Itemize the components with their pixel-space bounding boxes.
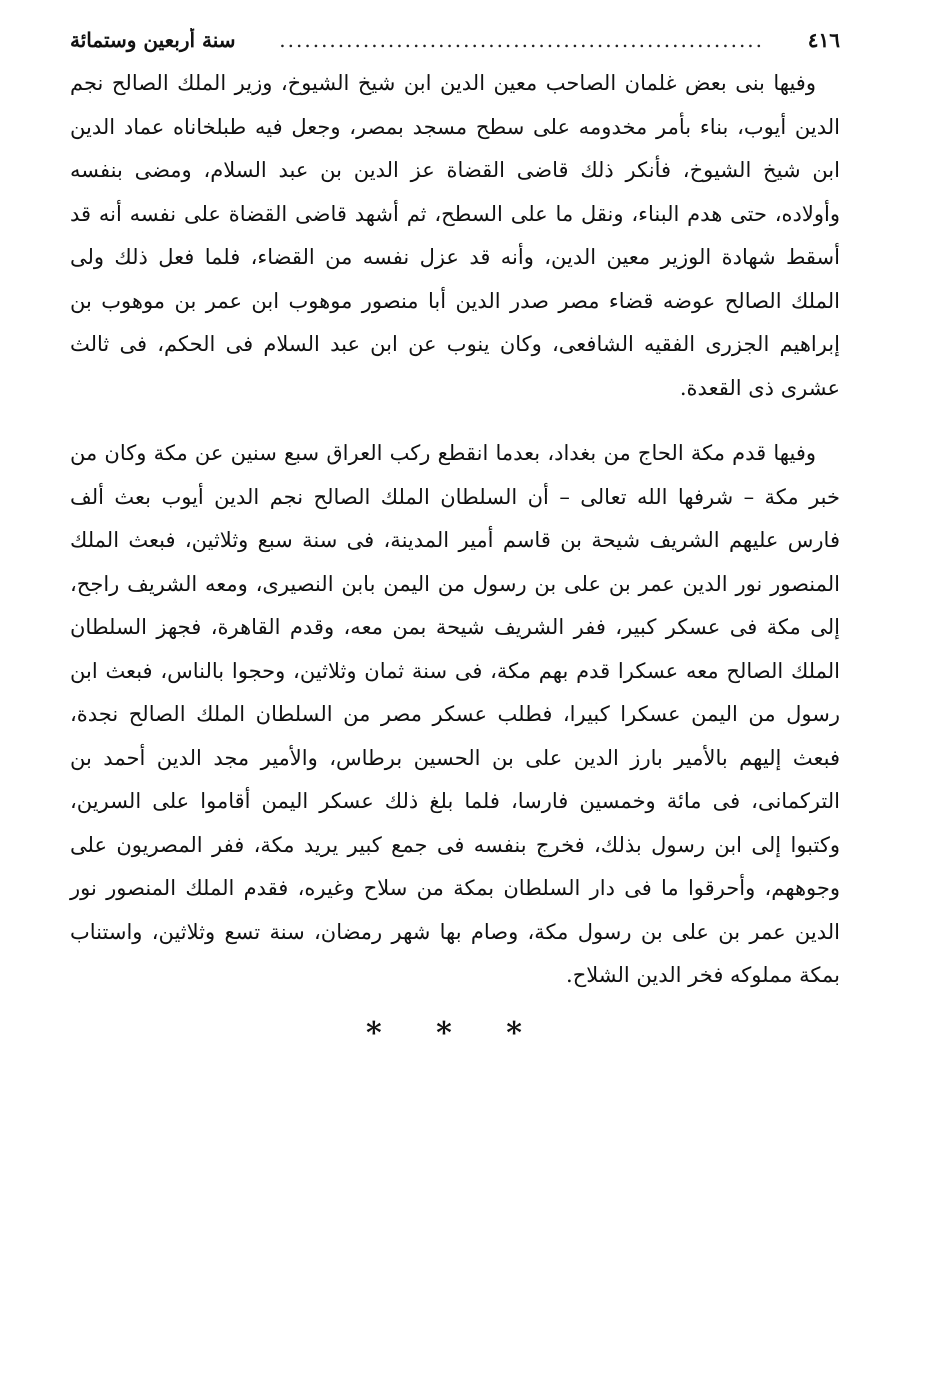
section-end-ornament: * * * xyxy=(366,1015,544,1051)
header-leader-dots: .......................................................... xyxy=(279,28,765,52)
paragraph-2: وفيها قدم مكة الحاج من بغداد، بعدما انقطع ركب العراق سبع سنين عن مكة وكان من خبر مكة – شرفها الله تعالى – أن السلطان الملك الصالح نجم الدين أيوب بعث ألف فارس عليهم الشريف شيحة بن قاسم أمير المدينة، فى سنة سبع وثلاثين، فبعث الملك المنصور نور الدين عمر بن على بن رسول من اليمن بابن النصيرى، ومعه الشريف راجح، إلى مكة فى عسكر كبير، ففر الشريف شيحة بمن معه، وقدم القاهرة، فجهز السلطان الملك الصالح معه عسكرا قدم بهم مكة، فى سنة ثمان وثلاثين، وحجوا بالناس، فبعث ابن رسول من اليمن عسكرا كبيرا، فطلب عسكر مصر من السلطان الملك الصالح نجدة، فبعث إليهم بالأمير بارز الدين على بن الحسين برطاس، والأمير مجد الدين أحمد بن التركمانى، فى مائة وخمسين فارسا، فلما بلغ ذلك عسكر اليمن أقاموا على السرين، وكتبوا إلى ابن رسول بذلك، فخرج بنفسه فى جمع كبير يريد مكة، ففر المصريون على وجوههم، وأحرقوا ما فى دار السلطان بمكة من سلاح وغيره، فقدم الملك المنصور نور الدين عمر بن على بن رسول مكة، وصام بها شهر رمضان، سنة تسع وثلاثين، واستناب بمكة مملوكه فخر الدين الشلاح. xyxy=(70,441,840,987)
running-header xyxy=(70,28,840,62)
running-title: سنة أربعين وستمائة xyxy=(70,28,236,52)
page-number: ٤١٦ xyxy=(807,28,840,52)
book-page xyxy=(70,28,840,1051)
paragraph-1: وفيها بنى بعض غلمان الصاحب معين الدين ابن شيخ الشيوخ، وزير الملك الصالح نجم الدين أيوب، بناء بأمر مخدومه على سطح مسجد بمصر، وجعل فيه طبلخاناه عماد الدين ابن شيخ الشيوخ، فأنكر ذلك قاضى القضاة عز الدين بن عبد السلام، ومضى بنفسه وأولاده، حتى هدم البناء، ونقل ما على السطح، ثم أشهد قاضى القضاة على نفسه أنه قد أسقط شهادة الوزير معين الدين، وأنه قد عزل نفسه من القضاء، فلما فعل ذلك ولى الملك الصالح عوضه قضاء مصر صدر الدين أبا منصور موهوب ابن عمر بن موهوب بن إبراهيم الجزرى الفقيه الشافعى، وكان ينوب عن ابن عبد السلام فى الحكم، فى ثالث عشرى ذى القعدة. xyxy=(70,71,840,400)
